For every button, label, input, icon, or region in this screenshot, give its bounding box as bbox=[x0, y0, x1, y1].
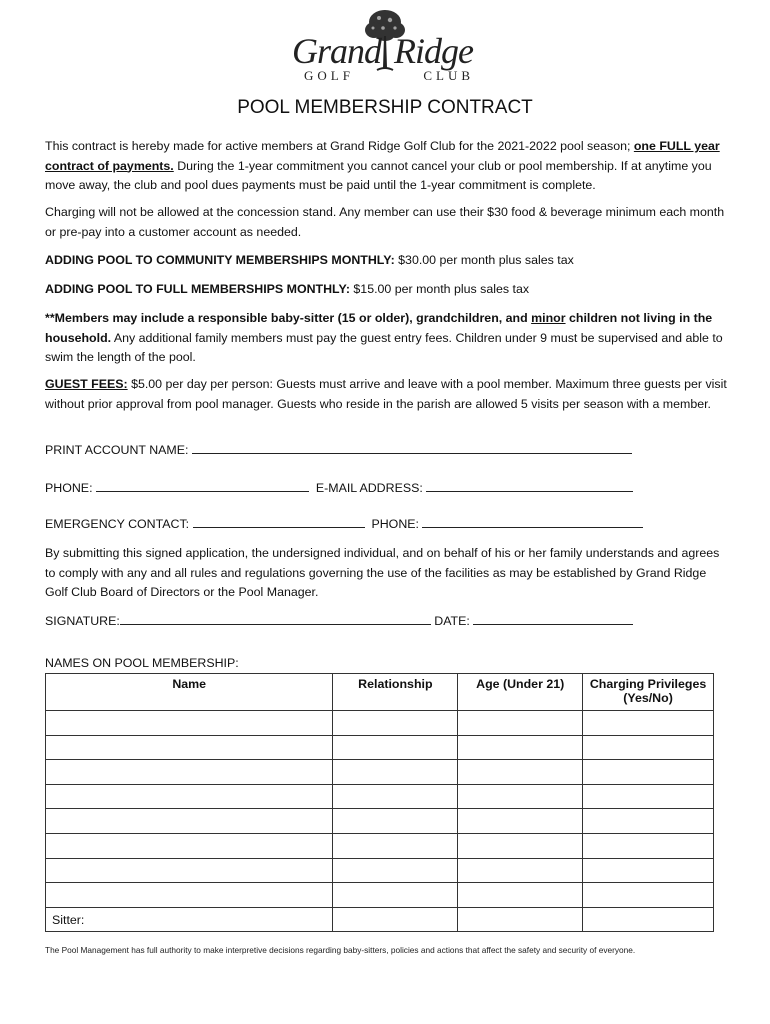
age-cell[interactable] bbox=[458, 711, 583, 736]
intro-text-1: This contract is hereby made for active members at Grand Ridge Golf Club for the 2021-2022 pool season; bbox=[45, 139, 634, 153]
age-cell[interactable] bbox=[458, 907, 583, 932]
name-cell[interactable] bbox=[46, 711, 333, 736]
email-field[interactable] bbox=[426, 480, 633, 492]
name-cell[interactable] bbox=[46, 883, 333, 908]
emergency-phone-field[interactable] bbox=[422, 516, 643, 528]
charging-cell[interactable] bbox=[583, 735, 714, 760]
name-cell[interactable] bbox=[46, 784, 333, 809]
relationship-cell[interactable] bbox=[333, 833, 458, 858]
account-name-row bbox=[45, 442, 632, 457]
age-cell[interactable] bbox=[458, 784, 583, 809]
grand-ridge-logo bbox=[290, 8, 485, 86]
community-rate-label: ADDING POOL TO COMMUNITY MEMBERSHIPS MONTHLY: bbox=[45, 253, 395, 267]
charging-cell[interactable] bbox=[583, 760, 714, 785]
page-title: POOL MEMBERSHIP CONTRACT bbox=[237, 97, 533, 118]
phone-field[interactable] bbox=[96, 480, 309, 492]
age-cell[interactable] bbox=[458, 735, 583, 760]
relationship-cell[interactable] bbox=[333, 907, 458, 932]
age-cell[interactable] bbox=[458, 833, 583, 858]
age-cell[interactable] bbox=[458, 883, 583, 908]
intro-text-2: During the 1-year commitment you cannot cancel your club or pool membership. If at anytime you move away, the club and pool dues payments must be paid until the 1-year commitment is complete. bbox=[45, 158, 712, 192]
emergency-row bbox=[45, 516, 643, 531]
phone-label: PHONE: bbox=[45, 481, 93, 495]
name-cell[interactable] bbox=[46, 858, 333, 883]
logo-golf-text: GOLF bbox=[304, 68, 354, 83]
emergency-contact-field[interactable] bbox=[193, 516, 365, 528]
header-age: Age (Under 21) bbox=[458, 674, 583, 711]
community-rate-value: $30.00 per month plus sales tax bbox=[394, 253, 574, 267]
relationship-cell[interactable] bbox=[333, 735, 458, 760]
relationship-cell[interactable] bbox=[333, 711, 458, 736]
charging-cell[interactable] bbox=[583, 784, 714, 809]
signature-label: SIGNATURE: bbox=[45, 614, 120, 628]
members-text: Any additional family members must pay the guest entry fees. Children under 9 must be supervised and able to swim the length of the pool. bbox=[45, 330, 723, 364]
relationship-cell[interactable] bbox=[333, 809, 458, 834]
full-rate-label: ADDING POOL TO FULL MEMBERSHIPS MONTHLY: bbox=[45, 282, 350, 296]
header-charging-privileges: Charging Privileges (Yes/No) bbox=[583, 674, 714, 711]
footer-note: The Pool Management has full authority to make interpretive decisions regarding baby-sitters, policies and actions that affect the safety and security of everyone. bbox=[45, 945, 636, 955]
logo-club-text: CLUB bbox=[423, 68, 474, 83]
members-bold-1: **Members may include a responsible baby-sitter (15 or older), grandchildren, and bbox=[45, 311, 532, 325]
emergency-phone-label: PHONE: bbox=[371, 517, 419, 531]
table-row bbox=[46, 735, 714, 760]
age-cell[interactable] bbox=[458, 858, 583, 883]
table-row bbox=[46, 883, 714, 908]
intro-paragraph bbox=[45, 137, 730, 196]
signature-row bbox=[45, 613, 633, 628]
table-row bbox=[46, 858, 714, 883]
emergency-contact-label: EMERGENCY CONTACT: bbox=[45, 517, 190, 531]
table-row bbox=[46, 711, 714, 736]
name-cell[interactable] bbox=[46, 760, 333, 785]
name-cell[interactable] bbox=[46, 735, 333, 760]
name-cell[interactable] bbox=[46, 833, 333, 858]
charging-paragraph: Charging will not be allowed at the concession stand. Any member can use their $30 food & beverage minimum each month or pre-pay into a customer account as needed. bbox=[45, 205, 725, 239]
table-row bbox=[46, 760, 714, 785]
members-paragraph bbox=[45, 309, 730, 368]
header-relationship: Relationship bbox=[333, 674, 458, 711]
community-rate bbox=[45, 251, 730, 271]
relationship-cell[interactable] bbox=[333, 858, 458, 883]
guest-fees-text: $5.00 per day per person: Guests must arrive and leave with a pool member. Maximum three guests per visit without prior approval from pool manager. Guests who reside in the parish are allowed 5 visits per season with a member. bbox=[45, 377, 727, 411]
table-row bbox=[46, 784, 714, 809]
date-label: DATE: bbox=[434, 614, 470, 628]
full-rate bbox=[45, 280, 730, 300]
date-field[interactable] bbox=[473, 613, 633, 625]
full-rate-value: $15.00 per month plus sales tax bbox=[349, 282, 530, 296]
name-cell[interactable] bbox=[46, 809, 333, 834]
relationship-cell[interactable] bbox=[333, 760, 458, 785]
members-bold-2: children not living in the household. bbox=[45, 311, 713, 345]
sitter-label[interactable]: Sitter: bbox=[46, 907, 333, 932]
members-minor: minor bbox=[531, 311, 566, 325]
charging-cell[interactable] bbox=[583, 883, 714, 908]
age-cell[interactable] bbox=[458, 760, 583, 785]
charging-cell[interactable] bbox=[583, 858, 714, 883]
charging-cell[interactable] bbox=[583, 833, 714, 858]
agreement-paragraph: By submitting this signed application, the undersigned individual, and on behalf of his or her family understands and agrees to comply with any and all rules and regulations governing the use of the facilities as may be established by Grand Ridge Golf Club Board of Directors or the Pool Manager. bbox=[45, 546, 720, 599]
phone-email-row bbox=[45, 480, 633, 495]
intro-emphasis: one FULL year contract of payments. bbox=[45, 139, 720, 173]
charging-cell[interactable] bbox=[583, 711, 714, 736]
table-row bbox=[46, 809, 714, 834]
relationship-cell[interactable] bbox=[333, 883, 458, 908]
email-label: E-MAIL ADDRESS: bbox=[315, 481, 423, 495]
signature-field[interactable] bbox=[120, 613, 431, 625]
sitter-row bbox=[46, 907, 714, 932]
table-row bbox=[46, 833, 714, 858]
table-header-row bbox=[46, 674, 714, 711]
guest-fees-label: GUEST FEES: bbox=[45, 377, 128, 391]
charging-cell[interactable] bbox=[583, 907, 714, 932]
relationship-cell[interactable] bbox=[333, 784, 458, 809]
charging-cell[interactable] bbox=[583, 809, 714, 834]
account-name-label: PRINT ACCOUNT NAME: bbox=[45, 443, 189, 457]
logo-grand-text: Grand bbox=[292, 31, 382, 71]
age-cell[interactable] bbox=[458, 809, 583, 834]
logo-ridge-text: Ridge bbox=[394, 31, 473, 71]
logo-subtitle bbox=[304, 68, 474, 84]
names-heading: NAMES ON POOL MEMBERSHIP: bbox=[45, 656, 239, 670]
guest-fees-paragraph bbox=[45, 375, 730, 414]
header-name: Name bbox=[46, 674, 333, 711]
account-name-field[interactable] bbox=[192, 442, 632, 454]
membership-names-table bbox=[45, 673, 714, 932]
